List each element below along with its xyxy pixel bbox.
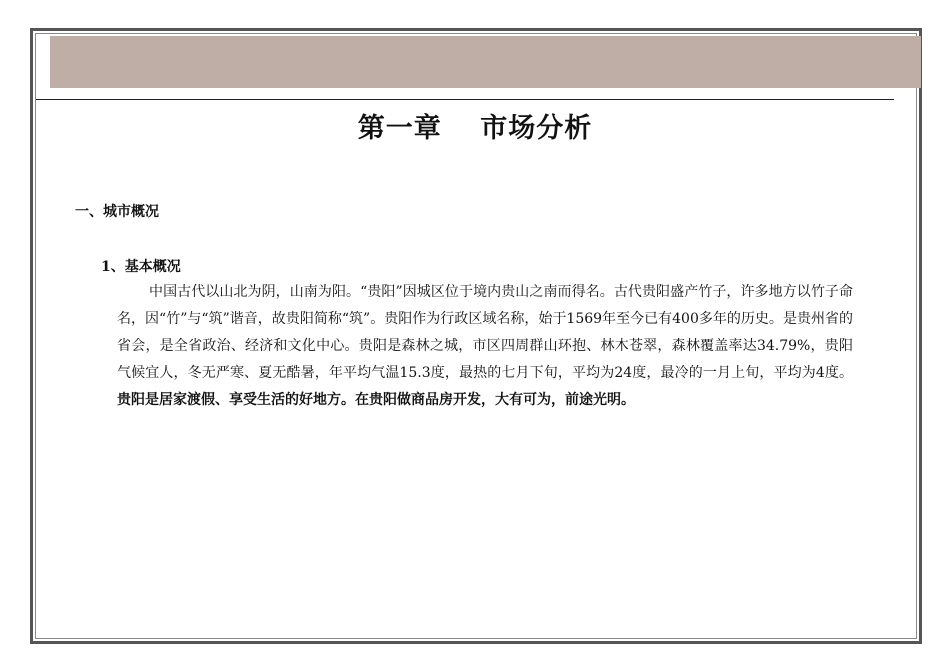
paragraph-text: 中国古代以山北为阴，山南为阳。“贵阳”因城区位于境内贵山之南而得名。古代贵阳盛产竹子，许多地方以竹子命名，因“竹”与“筑”谐音，故贵阳简称“筑”。贵阳作为行政区域名称，始于1569年至今已有400多年的历史。是贵州省的省会，是全省政治、经济和文化中心。贵阳是森林之城，市区四周群山环抱、林木苍翠，森林覆盖率达34.79%，贵阳气候宜人，冬无严寒、夏无酷暑，年平均气温15.3度，最热的七月下旬，平均为24度，最冷的一月上旬，平均为4度。 [117, 284, 853, 381]
body-paragraph [117, 279, 853, 414]
paragraph-emphasis: 贵阳是居家渡假、享受生活的好地方。在贵阳做商品房开发，大有可为，前途光明。 [117, 392, 635, 408]
section-heading: 一、城市概况 [75, 204, 159, 220]
header-rule [36, 99, 894, 100]
subsection-heading: 1、基本概况 [101, 259, 181, 275]
chapter-title: 第一章 市场分析 [357, 113, 593, 144]
header-band [50, 36, 921, 88]
